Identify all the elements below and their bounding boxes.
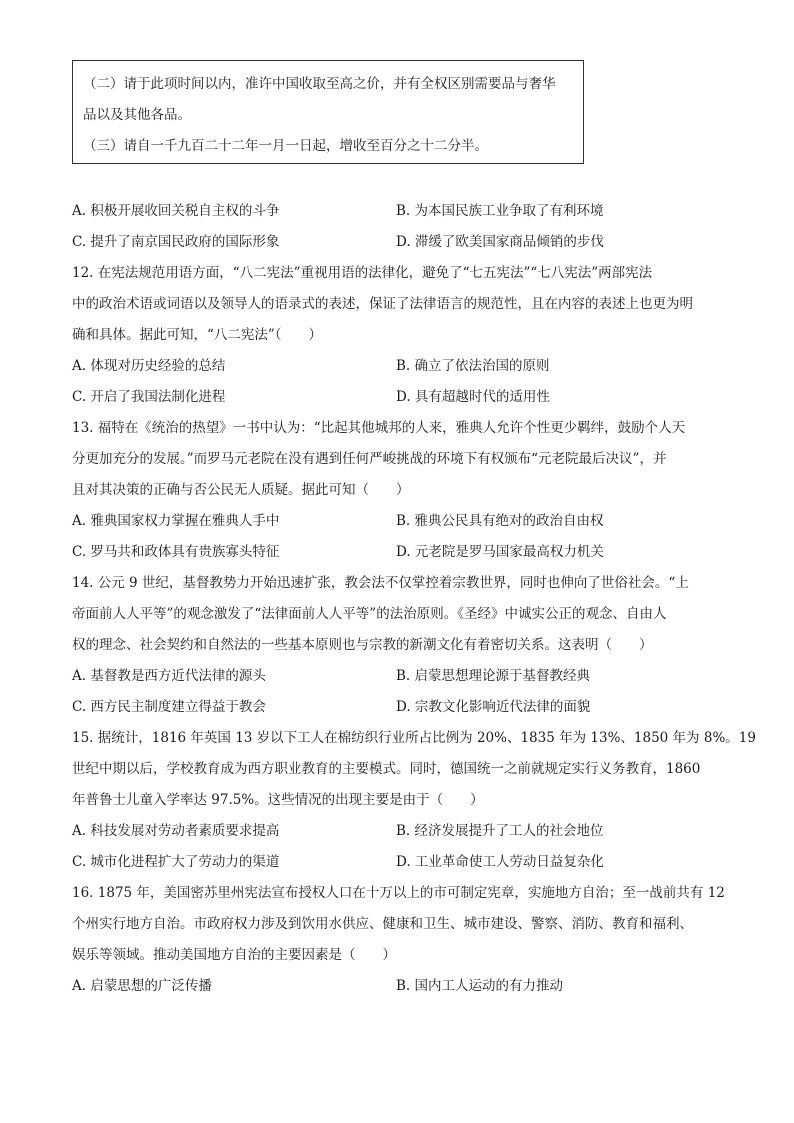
- source-material-box: [72, 60, 584, 164]
- q15-option-a[interactable]: A. 科技发展对劳动者素质要求提高: [72, 823, 280, 839]
- q11-option-d[interactable]: D. 滞缓了欧美国家商品倾销的步伐: [396, 234, 604, 250]
- q16-stem-line-3: 娱乐等领域。推动美国地方自治的主要因素是（ ）: [72, 947, 396, 963]
- q11-options-row-1: [72, 196, 722, 227]
- q15-stem-line-1: 15. 据统计，1816 年英国 13 岁以下工人在棉纺织行业所占比例为 20%、1835 年为 13%、1850 年为 8%。19: [72, 730, 756, 746]
- q14-option-b[interactable]: B. 启蒙思想理论源于基督教经典: [396, 668, 591, 684]
- q14-option-c[interactable]: C. 西方民主制度建立得益于教会: [72, 699, 266, 715]
- source-line-2: 品以及其他各品。: [83, 107, 191, 123]
- q15-option-c[interactable]: C. 城市化进程扩大了劳动力的渠道: [72, 854, 280, 870]
- q14-stem-line-3: 权的理念、社会契约和自然法的一些基本原则也与宗教的新潮文化有着密切关系。这表明（ ）: [72, 637, 653, 653]
- q14-options-row-2: [72, 692, 722, 723]
- q12-option-b[interactable]: B. 确立了依法治国的原则: [396, 358, 550, 374]
- q15-option-b[interactable]: B. 经济发展提升了工人的社会地位: [396, 823, 604, 839]
- question-list: [72, 196, 756, 1002]
- q13-option-d[interactable]: D. 元老院是罗马国家最高权力机关: [396, 544, 604, 560]
- q16-stem-line-1: 16. 1875 年，美国密苏里州宪法宣布授权人口在十万以上的市可制定宪章，实施地方自治；至一战前共有 12: [72, 885, 725, 901]
- q16-options-row-1: [72, 971, 722, 1002]
- q12-stem-line-2: 中的政治术语或词语以及领导人的语录式的表述，保证了法律语言的规范性，且在内容的表述上也更为明: [72, 296, 693, 312]
- q13-stem-line-3: 且对其决策的正确与否公民无人质疑。据此可知（ ）: [72, 482, 410, 498]
- q12-option-c[interactable]: C. 开启了我国法制化进程: [72, 389, 226, 405]
- source-line-3: （三）请自一千九百二十二年一月一日起，增收至百分之十二分半。: [83, 138, 488, 154]
- q15-option-d[interactable]: D. 工业革命使工人劳动日益复杂化: [396, 854, 604, 870]
- q16-stem-line-2: 个州实行地方自治。市政府权力涉及到饮用水供应、健康和卫生、城市建设、警察、消防、教育和福利、: [72, 916, 693, 932]
- q16-option-b[interactable]: B. 国内工人运动的有力推动: [396, 978, 564, 994]
- q14-stem-line-1: 14. 公元 9 世纪，基督教势力开始迅速扩张，教会法不仅掌控着宗教世界，同时也伸向了世俗社会。“上: [72, 575, 689, 591]
- q12-stem-line-1: 12. 在宪法规范用语方面，“八二宪法”重视用语的法律化，避免了“七五宪法”“七八宪法”两部宪法: [72, 265, 653, 281]
- q11-option-b[interactable]: B. 为本国民族工业争取了有利环境: [396, 203, 604, 219]
- q13-option-a[interactable]: A. 雅典国家权力掌握在雅典人手中: [72, 513, 280, 529]
- q13-stem-line-2: 分更加充分的发展。”而罗马元老院在没有遇到任何严峻挑战的环境下有权颁布“元老院最后决议”，并: [72, 451, 667, 467]
- q15-stem-line-2: 世纪中期以后，学校教育成为西方职业教育的主要模式。同时，德国统一之前就规定实行义务教育，1860: [72, 761, 701, 777]
- q12-option-d[interactable]: D. 具有超越时代的适用性: [396, 389, 550, 405]
- q14-option-d[interactable]: D. 宗教文化影响近代法律的面貌: [396, 699, 591, 715]
- q11-option-a[interactable]: A. 积极开展收回关税自主权的斗争: [72, 203, 280, 219]
- q15-stem-line-3: 年普鲁士儿童入学率达 97.5%。这些情况的出现主要是由于（ ）: [72, 792, 484, 808]
- q11-options-row-2: [72, 227, 722, 258]
- q12-options-row-1: [72, 351, 722, 382]
- q11-option-c[interactable]: C. 提升了南京国民政府的国际形象: [72, 234, 280, 250]
- source-line-1: （二）请于此项时间以内，准许中国收取至高之价，并有全权区别需要品与奢华: [83, 76, 556, 92]
- q14-option-a[interactable]: A. 基督教是西方近代法律的源头: [72, 668, 266, 684]
- q14-stem-line-2: 帝面前人人平等”的观念激发了“法律面前人人平等”的法治原则。《圣经》中诚实公正的观念、自由人: [72, 606, 667, 622]
- q12-options-row-2: [72, 382, 722, 413]
- q13-stem-line-1: 13. 福特在《统治的热望》一书中认为：“比起其他城邦的人来，雅典人允许个性更少羁绊，鼓励个人天: [72, 420, 686, 436]
- q13-options-row-2: [72, 537, 722, 568]
- q12-stem-line-3: 确和具体。据此可知，“八二宪法”（ ）: [72, 327, 323, 343]
- q13-options-row-1: [72, 506, 722, 537]
- q16-option-a[interactable]: A. 启蒙思想的广泛传播: [72, 978, 212, 994]
- q15-options-row-1: [72, 816, 722, 847]
- q12-option-a[interactable]: A. 体现对历史经验的总结: [72, 358, 226, 374]
- q13-option-c[interactable]: C. 罗马共和政体具有贵族寡头特征: [72, 544, 280, 560]
- q15-options-row-2: [72, 847, 722, 878]
- q13-option-b[interactable]: B. 雅典公民具有绝对的政治自由权: [396, 513, 604, 529]
- q14-options-row-1: [72, 661, 722, 692]
